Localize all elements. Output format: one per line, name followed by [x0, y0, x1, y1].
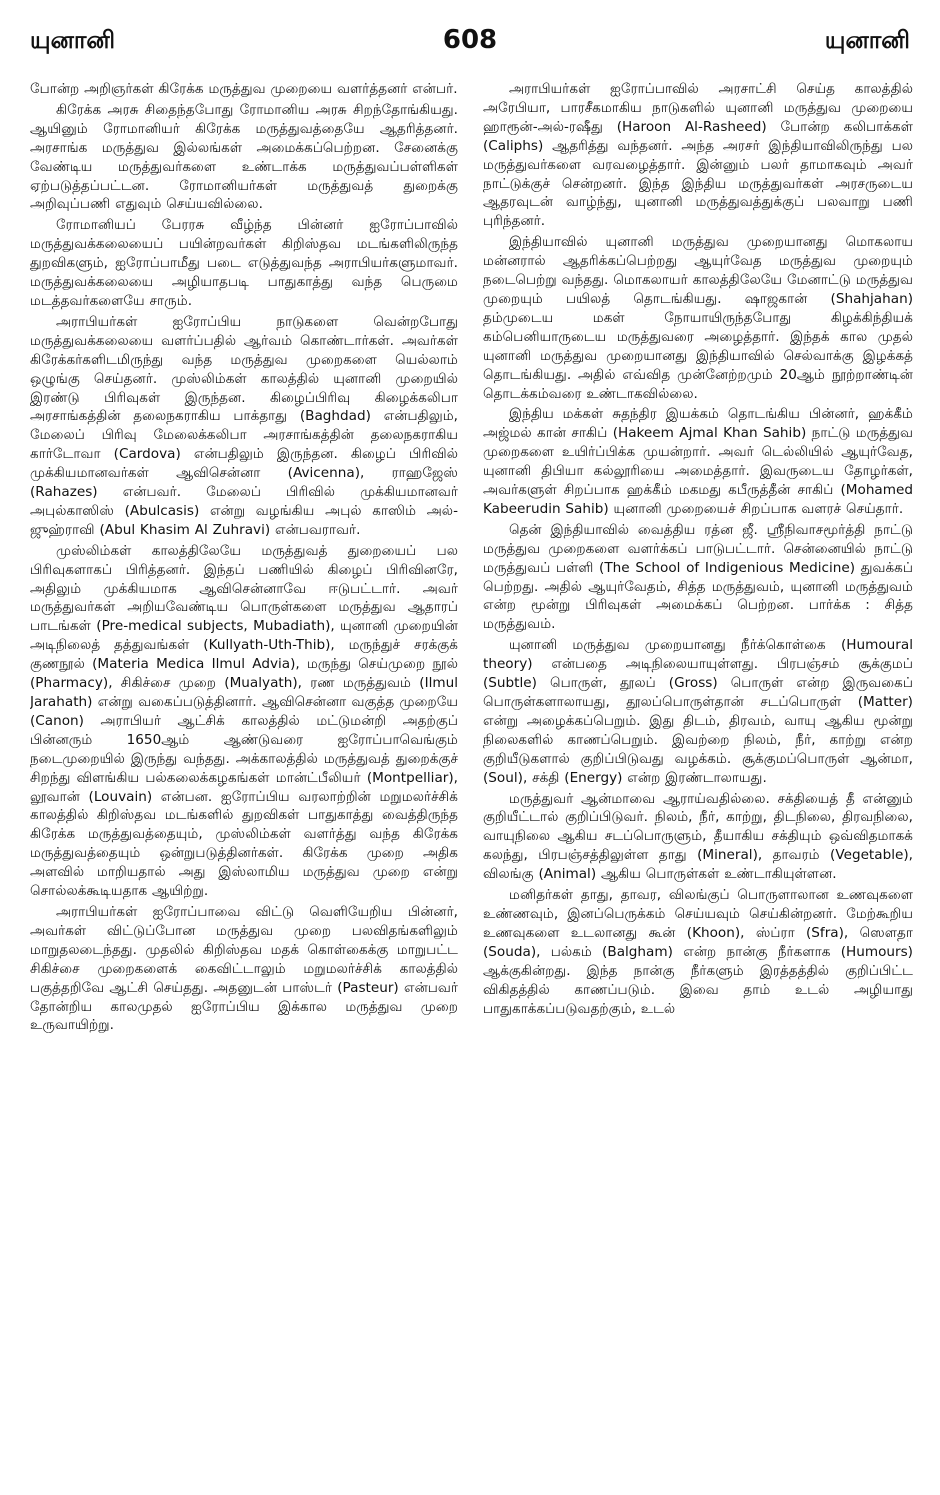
paragraph: அராபியர்கள் ஐரோப்பாவை விட்டு வெளியேறிய பின்னர், அவர்கள் விட்டுப்போன மருத்துவ முறை பலவிதங்களிலும் மாறுதலடைந்தது. முதலில் கிறிஸ்தவ மதக் கொள்கைக்கு மாறுபட்ட சிகிச்சை முறைகளைக் கைவிட்டாலும் மறுமலர்ச்சிக் காலத்தில் பகுத்தறிவே ஆட்சி செய்தது. அதனுடன் பாஸ்டர் (Pasteur) என்பவர் தோன்றிய காலமுதல் ஐரோப்பிய இக்கால மருத்துவ முறை உருவாயிற்று.	[30, 903, 458, 1034]
paragraph: மருத்துவர் ஆன்மாவை ஆராய்வதில்லை. சக்தியைத் தீ என்னும் குறியீட்டால் குறிப்பிடுவர். நிலம், நீர், காற்று, திடநிலை, திரவநிலை, வாயுநிலை ஆகிய சடப்பொருளும், தீயாகிய சக்தியும் ஒவ்விதமாகக் கலந்து, பிரபஞ்சத்திலுள்ள தாது (Mineral), தாவரம் (Vegetable), விலங்கு (Animal) ஆகிய பொருள்கள் உண்டாகியுள்ளன.	[483, 790, 913, 883]
left-column	[30, 80, 458, 1485]
paragraph: யுனானி மருத்துவ முறையானது நீர்க்கொள்கை (Humoural theory) என்பதை அடிநிலையாயுள்ளது. பிரபஞ்சம் சூக்குமப் (Subtle) பொருள், தூலப் (Gross) பொருள் என்ற இருவகைப் பொருள்களாலாயது, தூலப்பொருள்தான் சடப்பொருள் (Matter) என்று அழைக்கப்பெறும். இது திடம், திரவம், வாயு ஆகிய மூன்று நிலைகளில் காணப்பெறும். இவற்றை நிலம், நீர், காற்று என்ற குறியீடுகளால் குறிப்பிடுவது வழக்கம். சூக்குமப்பொருள் ஆன்மா, (Soul), சக்தி (Energy) என்ற இரண்டாலாயது.	[483, 637, 913, 786]
right-column	[483, 80, 913, 1485]
page-header	[30, 20, 910, 64]
paragraph: மனிதர்கள் தாது, தாவர, விலங்குப் பொருளாலான உணவுகளை உண்ணவும், இனப்பெருக்கம் செய்யவும் செய்கின்றனர். மேற்கூறிய உணவுகளை உடலானது கூன் (Khoon), ஸ்ப்ரா (Sfra), ஸௌதா (Souda), பல்கம் (Balgham) என்ற நான்கு நீர்களாக (Humours) ஆக்குகின்றது. இந்த நான்கு நீர்களும் இரத்தத்தில் குறிப்பிட்ட விகிதத்தில் காணப்படும். இவை தாம் உடல் அழியாது பாதுகாக்கப்படுவதற்கும், உடல்	[483, 887, 913, 1017]
running-head-right: யுனானி	[824, 26, 910, 54]
paragraph: ரோமானியப் பேரரசு வீழ்ந்த பின்னர் ஐரோப்பாவில் மருத்துவக்கலையைப் பயின்றவர்கள் கிறிஸ்தவ மடங்களிலிருந்த துறவிகளும், ஐரோப்பாமீது படை எடுத்துவந்த அராபியர்களுமாவர். மருத்துவக்கலையை அழியாதபடி பாதுகாத்து வந்த பெருமை மடத்தவர்களையே சாரும்.	[30, 217, 458, 309]
paragraph: போன்ற அறிஞர்கள் கிரேக்க மருத்துவ முறையை வளர்த்தனர் என்பர்.	[30, 81, 458, 97]
running-head-left: யுனானி	[30, 26, 116, 54]
paragraph: இந்தியாவில் யுனானி மருத்துவ முறையானது மொகலாய மன்னரால் ஆதரிக்கப்பெற்றது ஆயுர்வேத மருத்துவ முறையும் நடைபெற்று வந்தது. மொகலாயர் காலத்திலேயே மேனாட்டு மருத்துவ முறையும் பயிலத் தொடங்கியது. ஷாஜகான் (Shahjahan) தம்முடைய மகள் நோயாயிருந்தபோது கிழக்கிந்தியக் கம்பெனியாருடைய மருத்துவரை அழைத்தார். இந்தக் கால முதல் யுனானி மருத்துவ முறையானது இந்தியாவில் செல்வாக்கு இழக்கத் தொடங்கியது. அதில் எவ்வித முன்னேற்றமும் 20ஆம் நூற்றாண்டின் தொடக்கம்வரை உண்டாகவில்லை.	[483, 234, 913, 402]
paragraph: கிரேக்க அரசு சிதைந்தபோது ரோமானிய அரசு சிறந்தோங்கியது. ஆயினும் ரோமானியர் கிரேக்க மருத்துவத்தையே ஆதரித்தனர். அரசாங்க மருத்துவ இல்லங்கள் அமைக்கப்பெற்றன. சேனைக்கு வேண்டிய மருத்துவர்களை உண்டாக்க மருத்துவப்பள்ளிகள் ஏற்படுத்தப்பட்டன. ரோமானியர்கள் மருத்துவத் துறைக்கு அறிவுப்பணி எதுவும் செய்யவில்லை.	[30, 101, 458, 213]
paragraph: இந்திய மக்கள் சுதந்திர இயக்கம் தொடங்கிய பின்னர், ஹக்கீம் அஜ்மல் கான் சாகிப் (Hakeem Ajmal Khan Sahib) நாட்டு மருத்துவ முறைகளை உயிர்ப்பிக்க முயன்றார். அவர் டெல்லியில் ஆயுர்வேத, யுனானி திபியா கல்லூரியை அமைத்தார். இவருடைய தோழர்கள், அவர்களுள் சிறப்பாக ஹக்கீம் மகமது கபீருத்தீன் சாகிப் (Mohamed Kabeerudin Sahib) யுனானி முறையைச் சிறப்பாக வளரச் செய்தார்.	[483, 406, 913, 517]
paragraph: அராபியர்கள் ஐரோப்பாவில் அரசாட்சி செய்த காலத்தில் அரேபியா, பாரசீகமாகிய நாடுகளில் யுனானி மருத்துவ முறையை ஹாரூன்-அல்-ரஷீது (Haroon Al-Rasheed) போன்ற கலிபாக்கள் (Caliphs) ஆதரித்து வந்தனர். அந்த அரசர் இந்தியாவிலிருந்து பல மருத்துவர்களை வரவழைத்தார். இன்னும் பலர் தாமாகவும் அவர் நாட்டுக்குச் சென்றனர். இந்த இந்திய மருத்துவர்கள் அரசருடைய ஆதரவுடன் வாழ்ந்து, யுனானி மருத்துவத்துக்குப் பலவாறு பணி புரிந்தனர்.	[483, 81, 913, 230]
paragraph: அராபியர்கள் ஐரோப்பிய நாடுகளை வென்றபோது மருத்துவக்கலையை வளர்ப்பதில் ஆர்வம் கொண்டார்கள். அவர்கள் கிரேக்கர்களிடமிருந்து வந்த மருத்துவ முறைகளை யெல்லாம் ஒழுங்கு செய்தனர். முஸ்லிம்கள் காலத்தில் யுனானி முறையில் இரண்டு பிரிவுகள் இருந்தன. கிழைப்பிரிவு கிழைக்கலிபா அரசாங்கத்தின் தலைநகராகிய பாக்தாது (Baghdad) என்பதிலும், மேலைப் பிரிவு மேலைக்கலிபா அரசாங்கத்தின் தலைநகராகிய கார்டோவா (Cardova) என்பதிலும் இருந்தன. கிழைப் பிரிவில் முக்கியமானவர்கள் ஆவிசென்னா (Avicenna), ராஹஜேஸ் (Rahazes) என்பவர். மேலைப் பிரிவில் முக்கியமானவர் அபுல்காஸிஸ் (Abulcasis) என்று வழங்கிய அபுல் காஸிம் அல்-ஜுஹ்ராவி (Abul Khasim Al Zuhravi) என்பவராவர்.	[30, 313, 458, 538]
paragraph: தென் இந்தியாவில் வைத்திய ரத்ன ஜீ. ஸ்ரீநிவாசமூர்த்தி நாட்டு மருத்துவ முறைகளை வளர்க்கப் பாடுபட்டார். சென்னையில் நாட்டு மருத்துவப் பள்ளி (The School of Indigenious Medicine) துவக்கப் பெற்றது. அதில் ஆயுர்வேதம், சித்த மருத்துவம், யுனானி மருத்துவம் என்ற மூன்று பிரிவுகள் அமைக்கப் பெற்றன. பார்க்க : சித்த மருத்துவம்.	[483, 521, 913, 633]
page-number: 608	[442, 25, 498, 55]
paragraph: முஸ்லிம்கள் காலத்திலேயே மருத்துவத் துறையைப் பல பிரிவுகளாகப் பிரித்தனர். இந்தப் பணியில் கிழைப் பிரிவினரே, அதிலும் முக்கியமாக ஆவிசென்னாவே ஈடுபட்டார். அவர் மருத்துவர்கள் அறியவேண்டிய பொருள்களை மருத்துவ ஆதாரப் பாடங்கள் (Pre-medical subjects, Mubadiath), யுனானி முறையின் அடிநிலைத் தத்துவங்கள் (Kullyath-Uth-Thib), மருந்துச் சரக்குக் குணநூல் (Materia Medica Ilmul Advia), மருந்து செய்முறை நூல் (Pharmacy), சிகிச்சை முறை (Mualyath), ரண மருத்துவம் (Ilmul Jarahath) என்று வகைப்படுத்தினார். ஆவிசென்னா வகுத்த முறையே (Canon) அராபியர் ஆட்சிக் காலத்தில் மட்டுமன்றி அதற்குப் பின்னரும் 1650ஆம் ஆண்டுவரை ஐரோப்பாவெங்கும் நடைமுறையில் இருந்து வந்தது. அக்காலத்தில் மருத்துவத் துறைக்குச் சிறந்து விளங்கிய பல்கலைக்கழகங்கள் மான்ட்பீலியர் (Montpelliar), லூவான் (Louvain) என்பன. ஐரோப்பிய வரலாற்றின் மறுமலர்ச்சிக் காலத்தில் கிறிஸ்தவ மடங்களில் துறவிகள் பாதுகாத்து வைத்திருந்த கிரேக்க மருத்துவத்தையும், முஸ்லிம்கள் வளர்த்து வந்த கிரேக்க மருத்துவத்தையும் ஒன்றுபடுத்தினர்கள். கிரேக்க முறை அதிக அளவில் மாறியதால் அது இஸ்லாமிய மருத்துவ முறை என்று சொல்லக்கூடியதாக ஆயிற்று.	[30, 542, 458, 900]
